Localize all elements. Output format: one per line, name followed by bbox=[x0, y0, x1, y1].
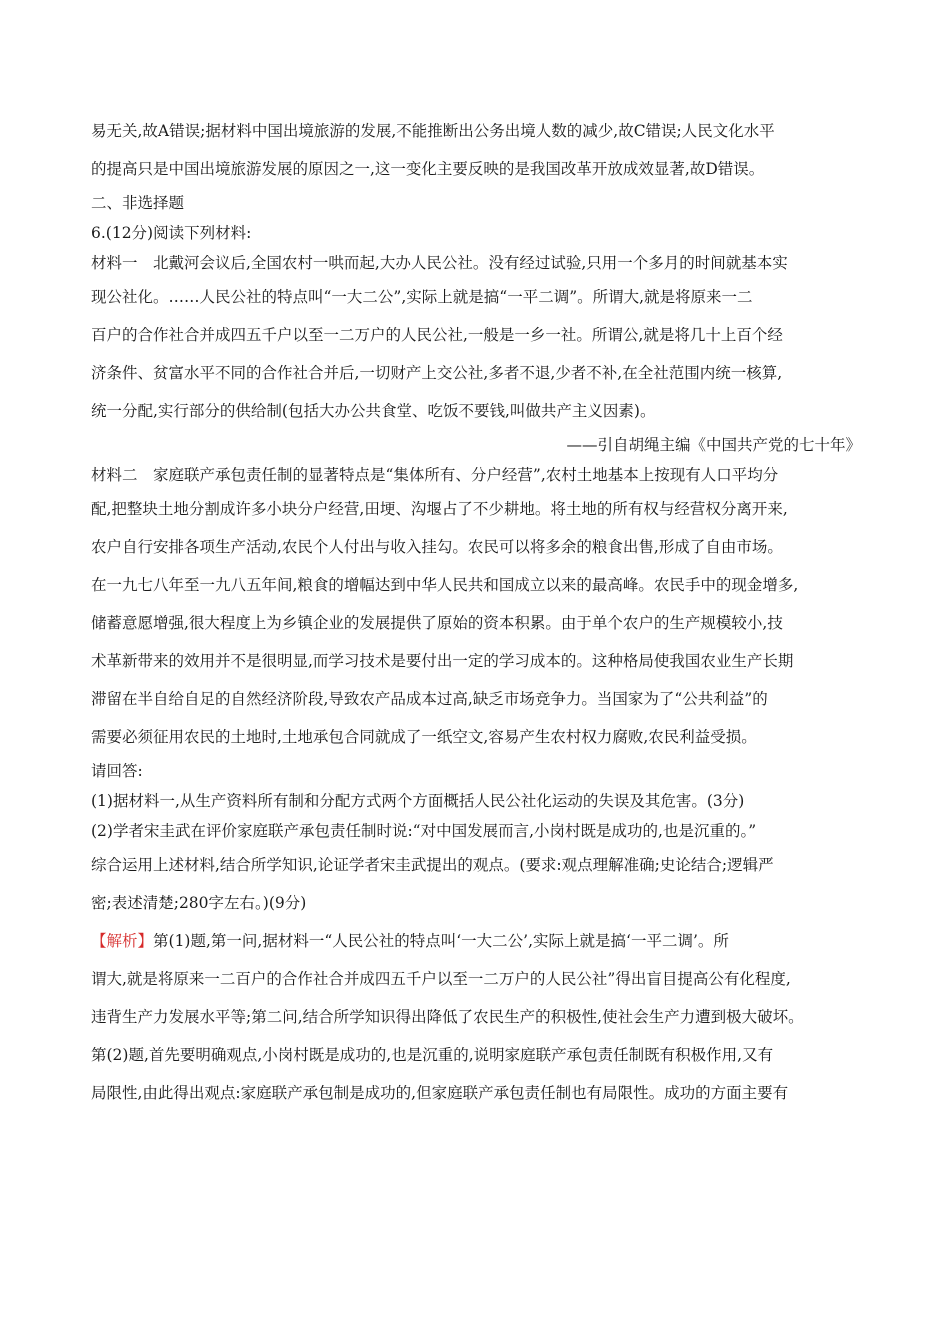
analysis-line-2: 谓大,就是将原来一二百户的合作社合并成四五千户以至一二万户的人民公社”得出盲目提高公有化程度, bbox=[91, 970, 791, 988]
material2-line-8: 需要必须征用农民的土地时,土地承包合同就成了一纸空文,容易产生农村权力腐败,农民利益受损。 bbox=[91, 728, 757, 746]
material2-line-5: 储蓄意愿增强,很大程度上为乡镇企业的发展提供了原始的资本积累。由于单个农户的生产规模较小,技 bbox=[91, 614, 783, 632]
analysis-tag: 【解析】 bbox=[91, 932, 154, 950]
analysis-first-text: 第(1)题,第一问,据材料一“人民公社的特点叫‘一大二公’,实际上就是搞‘一平二调’。所 bbox=[153, 932, 729, 950]
answer-prompt: 请回答: bbox=[91, 762, 143, 780]
material1-line-4: 济条件、贫富水平不同的合作社合并后,一切财产上交公社,多者不退,少者不补,在全社范围内统一核算, bbox=[91, 364, 783, 382]
material1-line-2: 现公社化。……人民公社的特点叫“一大二公”,实际上就是搞“一平二调”。所谓大,就是将原来一二 bbox=[91, 288, 753, 306]
material2-line-1: 材料二 家庭联产承包责任制的显著特点是“集体所有、分户经营”,农村土地基本上按现有人口平均分 bbox=[91, 466, 779, 484]
material2-line-7: 滞留在半自给自足的自然经济阶段,导致农产品成本过高,缺乏市场竞争力。当国家为了“公共利益”的 bbox=[91, 690, 768, 708]
section-title: 二、非选择题 bbox=[91, 194, 185, 212]
analysis-line-3: 违背生产力发展水平等;第二问,结合所学知识得出降低了农民生产的积极性,使社会生产力遭到极大破坏。 bbox=[91, 1008, 804, 1026]
material2-line-3: 农户自行安排各项生产活动,农民个人付出与收入挂勾。农民可以将多余的粮食出售,形成了自由市场。 bbox=[91, 538, 783, 556]
material1-line-5: 统一分配,实行部分的供给制(包括大办公共食堂、吃饭不要钱,叫做共产主义因素)。 bbox=[91, 402, 656, 420]
question-2-line-2: 综合运用上述材料,结合所学知识,论证学者宋圭武提出的观点。(要求:观点理解准确;史论结合;逻辑严 bbox=[91, 856, 774, 874]
intro-line-1: 易无关,故A错误;据材料中国出境旅游的发展,不能推断出公务出境人数的减少,故C错误;人民文化水平 bbox=[91, 122, 775, 140]
material2-line-4: 在一九七八年至一九八五年间,粮食的增幅达到中华人民共和国成立以来的最高峰。农民手中的现金增多, bbox=[91, 576, 799, 594]
document-page bbox=[91, 112, 861, 1112]
material1-line-1: 材料一 北戴河会议后,全国农村一哄而起,大办人民公社。没有经过试验,只用一个多月的时间就基本实 bbox=[91, 254, 788, 272]
material2-line-6: 术革新带来的效用并不是很明显,而学习技术是要付出一定的学习成本的。这种格局使我国农业生产长期 bbox=[91, 652, 794, 670]
material1-source: ——引自胡绳主编《中国共产党的七十年》 bbox=[566, 436, 861, 454]
analysis-line-4: 第(2)题,首先要明确观点,小岗村既是成功的,也是沉重的,说明家庭联产承包责任制既有积极作用,又有 bbox=[91, 1046, 774, 1064]
material2-line-2: 配,把整块土地分割成许多小块分户经营,田埂、沟堰占了不少耕地。将土地的所有权与经营权分离开来, bbox=[91, 500, 788, 518]
question-1: (1)据材料一,从生产资料所有制和分配方式两个方面概括人民公社化运动的失误及其危害。(3分) bbox=[91, 792, 745, 810]
intro-line-2: 的提高只是中国出境旅游发展的原因之一,这一变化主要反映的是我国改革开放成效显著,故D错误。 bbox=[91, 160, 765, 178]
question-2-line-1: (2)学者宋圭武在评价家庭联产承包责任制时说:“对中国发展而言,小岗村既是成功的,也是沉重的。” bbox=[91, 822, 757, 840]
analysis-line-5: 局限性,由此得出观点:家庭联产承包制是成功的,但家庭联产承包责任制也有局限性。成功的方面主要有 bbox=[91, 1084, 789, 1102]
analysis-line-1 bbox=[91, 922, 861, 960]
material1-line-3: 百户的合作社合并成四五千户以至一二万户的人民公社,一般是一乡一社。所谓公,就是将几十上百个经 bbox=[91, 326, 783, 344]
question-header: 6.(12分)阅读下列材料: bbox=[91, 224, 252, 242]
question-2-line-3: 密;表述清楚;280字左右。)(9分) bbox=[91, 894, 307, 912]
